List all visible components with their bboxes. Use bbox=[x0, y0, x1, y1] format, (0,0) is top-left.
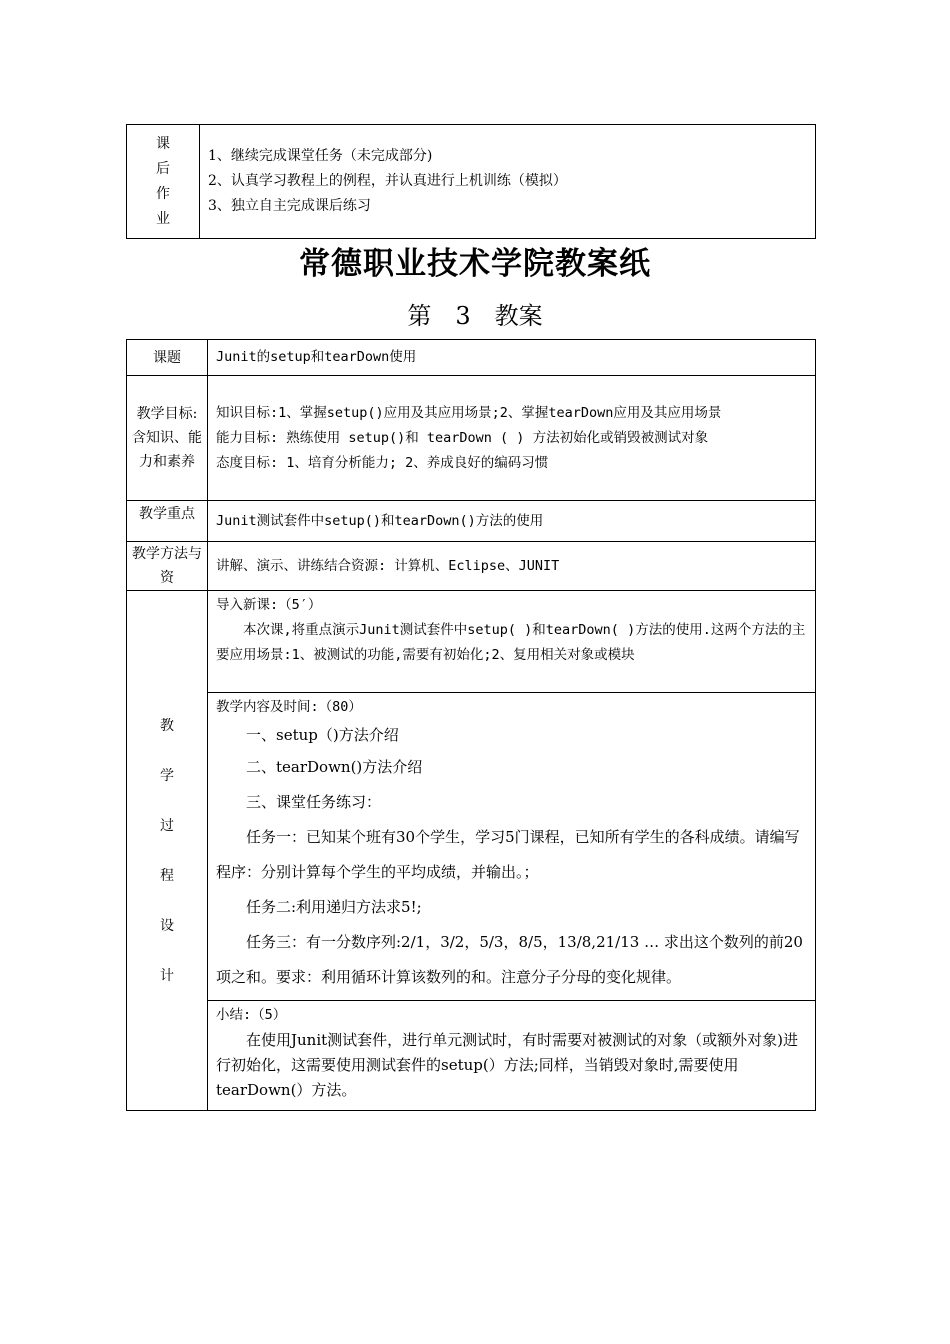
homework-item: 3、独立自主完成课后练习 bbox=[208, 198, 371, 214]
homework-table bbox=[126, 124, 816, 239]
homework-label-char: 后 bbox=[156, 160, 170, 177]
homework-label-char: 课 bbox=[156, 135, 170, 152]
homework-item: 2、认真学习教程上的例程，并认真进行上机训练（模拟） bbox=[208, 173, 567, 189]
task-three: 任务三：有一分数序列:2/1，3/2，5/3，8/5，13/8,21/13 … 求出这个数列的前20项之和。要求：利用循环计算该数列的和。注意分子分母的变化规律。 bbox=[216, 933, 803, 986]
goal-ability: 能力目标: 熟练使用 setup()和 tearDown ( ) 方法初始化或销毁被测试对象 bbox=[216, 429, 709, 446]
process-label-char: 学 bbox=[160, 767, 174, 784]
key-label-text: 教学重点 bbox=[139, 506, 195, 522]
goal-attitude: 态度目标: 1、培育分析能力; 2、养成良好的编码习惯 bbox=[216, 454, 549, 471]
process-label-char: 设 bbox=[160, 917, 174, 934]
goals-content bbox=[208, 376, 816, 501]
lesson-number: 第 3 教案 bbox=[407, 302, 543, 330]
content-heading: 教学内容及时间:（80） bbox=[216, 699, 362, 715]
homework-label-char: 业 bbox=[156, 210, 170, 227]
summary-section bbox=[208, 1001, 816, 1111]
intro-section bbox=[208, 591, 816, 693]
process-label-char: 教 bbox=[160, 717, 174, 734]
key-label bbox=[127, 501, 208, 542]
homework-item: 1、继续完成课堂任务（未完成部分) bbox=[208, 148, 433, 164]
goal-knowledge: 知识目标:1、掌握setup()应用及其应用场景;2、掌握tearDown应用及其应用场景 bbox=[216, 404, 722, 421]
content-line: 三、课堂任务练习： bbox=[246, 793, 382, 811]
summary-text: 在使用Junit测试套件，进行单元测试时，有时需要对被测试的对象（或额外对象)进行初始化，这需要使用测试套件的setup(）方法;同样，当销毁对象时,需要使用tearDown(）方法。 bbox=[216, 1031, 799, 1099]
summary-heading: 小结:（5） bbox=[216, 1007, 287, 1023]
content-line: 一、setup（)方法介绍 bbox=[246, 726, 399, 744]
intro-text: 本次课,将重点演示Junit测试套件中setup( )和tearDown( )方法的使用.这两个方法的主要应用场景:1、被测试的功能,需要有初始化;2、复用相关对象或模块 bbox=[216, 622, 806, 663]
process-label bbox=[127, 591, 208, 1111]
intro-heading: 导入新课:（5′） bbox=[216, 597, 322, 613]
homework-label bbox=[127, 125, 200, 239]
process-label-char: 计 bbox=[160, 967, 174, 984]
content-line: 二、tearDown()方法介绍 bbox=[246, 758, 423, 776]
method-value: 讲解、演示、讲练结合资源: 计算机、Eclipse、JUNIT bbox=[208, 542, 816, 591]
topic-value: Junit的setup和tearDown使用 bbox=[208, 340, 816, 376]
goals-label: 教学目标:含知识、能力和素养 bbox=[127, 376, 208, 501]
homework-label-char: 作 bbox=[156, 185, 170, 202]
task-two: 任务二:利用递归方法求5!; bbox=[246, 898, 422, 916]
topic-label: 课题 bbox=[127, 340, 208, 376]
process-label-char: 过 bbox=[160, 817, 174, 834]
content-section bbox=[208, 693, 816, 1001]
method-label: 教学方法与资 bbox=[127, 542, 208, 591]
key-value: Junit测试套件中setup()和tearDown()方法的使用 bbox=[208, 501, 816, 542]
page-title: 常德职业技术学院教案纸 bbox=[299, 246, 651, 282]
homework-content bbox=[200, 125, 816, 239]
lesson-plan-table bbox=[126, 339, 816, 1111]
task-one: 任务一：已知某个班有30个学生，学习5门课程，已知所有学生的各科成绩。请编写程序：分别计算每个学生的平均成绩，并输出。； bbox=[216, 828, 800, 881]
process-label-char: 程 bbox=[160, 867, 174, 884]
